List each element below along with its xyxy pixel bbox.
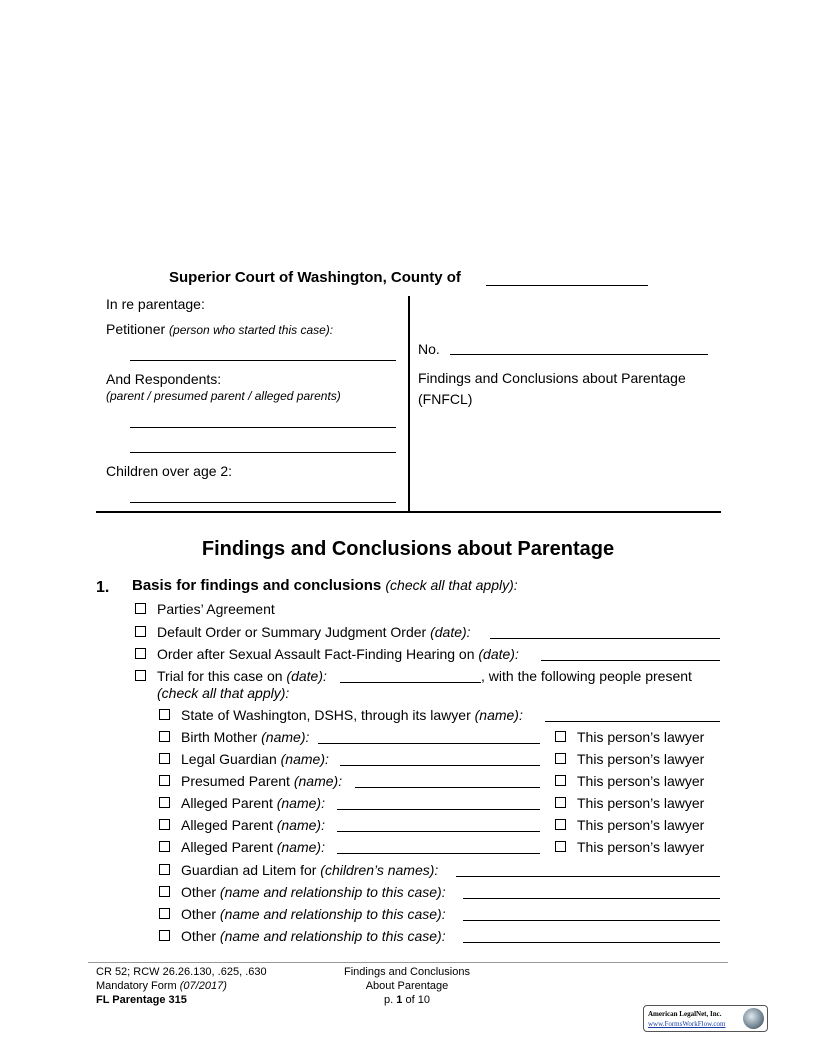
agreement-checkbox[interactable] (135, 603, 146, 614)
footer-form-id: FL Parentage 315 (96, 994, 187, 1006)
other-3-label: Other (name and relationship to this case): (181, 928, 446, 944)
children-field[interactable] (130, 502, 396, 503)
alleged-parent-3-lawyer-label: This person’s lawyer (577, 839, 705, 855)
other-1-label: Other (name and relationship to this case): (181, 884, 446, 900)
trial-label: Trial for this case on (date): (157, 668, 327, 684)
alleged-parent-3-lawyer-checkbox[interactable] (555, 841, 566, 852)
respondent-field-2[interactable] (130, 452, 396, 453)
footer-center-line1: Findings and Conclusions (344, 966, 470, 978)
alleged-parent-1-lawyer-checkbox[interactable] (555, 797, 566, 808)
sexual-assault-label: Order after Sexual Assault Fact-Finding Hearing on (date): (157, 646, 519, 662)
respondents-label: And Respondents: (106, 371, 222, 387)
respondent-field-1[interactable] (130, 427, 396, 428)
other-2-checkbox[interactable] (159, 908, 170, 919)
trial-sub-note: (check all that apply): (157, 685, 290, 701)
petitioner-label: Petitioner (person who started this case): (106, 321, 334, 337)
alleged-parent-2-label: Alleged Parent (name): (181, 817, 325, 833)
default-order-date-field[interactable] (490, 638, 720, 639)
logo-url-link[interactable]: www.FormsWorkFlow.com (648, 1020, 726, 1028)
alleged-parent-2-checkbox[interactable] (159, 819, 170, 830)
petitioner-field[interactable] (130, 360, 396, 361)
footer-rule-citation: CR 52; RCW 26.26.130, .625, .630 (96, 966, 267, 978)
doc-title-line2: (FNFCL) (418, 391, 473, 407)
legal-guardian-lawyer-label: This person’s lawyer (577, 751, 705, 767)
court-title: Superior Court of Washington, County of (169, 269, 461, 286)
globe-icon (743, 1008, 764, 1029)
county-field[interactable] (486, 285, 648, 286)
trial-checkbox[interactable] (135, 670, 146, 681)
birth-mother-checkbox[interactable] (159, 731, 170, 742)
other-3-field[interactable] (463, 942, 720, 943)
legal-guardian-checkbox[interactable] (159, 753, 170, 764)
other-1-field[interactable] (463, 898, 720, 899)
other-2-field[interactable] (463, 920, 720, 921)
alleged-parent-2-lawyer-checkbox[interactable] (555, 819, 566, 830)
legal-guardian-lawyer-checkbox[interactable] (555, 753, 566, 764)
alleged-parent-3-label: Alleged Parent (name): (181, 839, 325, 855)
sexual-assault-date-field[interactable] (541, 660, 720, 661)
gal-label: Guardian ad Litem for (children’s names): (181, 862, 439, 878)
default-order-checkbox[interactable] (135, 626, 146, 637)
other-3-checkbox[interactable] (159, 930, 170, 941)
legal-guardian-name-field[interactable] (340, 765, 540, 766)
legal-guardian-label: Legal Guardian (name): (181, 751, 329, 767)
presumed-parent-checkbox[interactable] (159, 775, 170, 786)
footer-center-line2: About Parentage (365, 980, 449, 992)
gal-children-field[interactable] (456, 876, 720, 877)
alleged-parent-1-lawyer-label: This person’s lawyer (577, 795, 705, 811)
caption-bottom-rule (96, 511, 721, 513)
alleged-parent-1-checkbox[interactable] (159, 797, 170, 808)
trial-date-field[interactable] (340, 682, 481, 683)
trial-suffix: , with the following people present (481, 668, 692, 684)
footer-page-number: p. 1 of 10 (384, 994, 430, 1006)
alleged-parent-2-name-field[interactable] (337, 831, 540, 832)
alleged-parent-1-name-field[interactable] (337, 809, 540, 810)
alleged-parent-2-lawyer-label: This person’s lawyer (577, 817, 705, 833)
legalnet-logo[interactable] (643, 1005, 768, 1032)
case-no-field[interactable] (450, 354, 708, 355)
agreement-label: Parties’ Agreement (157, 601, 275, 617)
other-2-label: Other (name and relationship to this case): (181, 906, 446, 922)
page-title: Findings and Conclusions about Parentage (201, 538, 615, 560)
presumed-parent-name-field[interactable] (355, 787, 540, 788)
dshs-label: State of Washington, DSHS, through its lawyer (name): (181, 707, 523, 723)
in-re-label: In re parentage: (106, 296, 205, 312)
presumed-parent-lawyer-checkbox[interactable] (555, 775, 566, 786)
footer-rule (88, 962, 728, 963)
gal-checkbox[interactable] (159, 864, 170, 875)
children-label: Children over age 2: (106, 463, 233, 479)
footer-mandatory: Mandatory Form (07/2017) (96, 980, 227, 992)
birth-mother-name-field[interactable] (318, 743, 540, 744)
presumed-parent-lawyer-label: This person’s lawyer (577, 773, 705, 789)
dshs-checkbox[interactable] (159, 709, 170, 720)
alleged-parent-3-name-field[interactable] (337, 853, 540, 854)
birth-mother-lawyer-label: This person’s lawyer (577, 729, 705, 745)
respondents-note: (parent / presumed parent / alleged parents) (106, 389, 341, 403)
case-no-label: No. (418, 341, 440, 357)
birth-mother-label: Birth Mother (name): (181, 729, 310, 745)
alleged-parent-1-label: Alleged Parent (name): (181, 795, 325, 811)
birth-mother-lawyer-checkbox[interactable] (555, 731, 566, 742)
sexual-assault-checkbox[interactable] (135, 648, 146, 659)
section-title: Basis for findings and conclusions (check all that apply): (132, 577, 518, 594)
other-1-checkbox[interactable] (159, 886, 170, 897)
doc-title-line1: Findings and Conclusions about Parentage (418, 370, 686, 386)
alleged-parent-3-checkbox[interactable] (159, 841, 170, 852)
presumed-parent-label: Presumed Parent (name): (181, 773, 343, 789)
caption-divider (408, 296, 410, 512)
dshs-name-field[interactable] (545, 721, 720, 722)
default-order-label: Default Order or Summary Judgment Order (date): (157, 624, 471, 640)
section-number: 1. (96, 579, 110, 596)
logo-company-name: American LegalNet, Inc. (648, 1010, 722, 1018)
